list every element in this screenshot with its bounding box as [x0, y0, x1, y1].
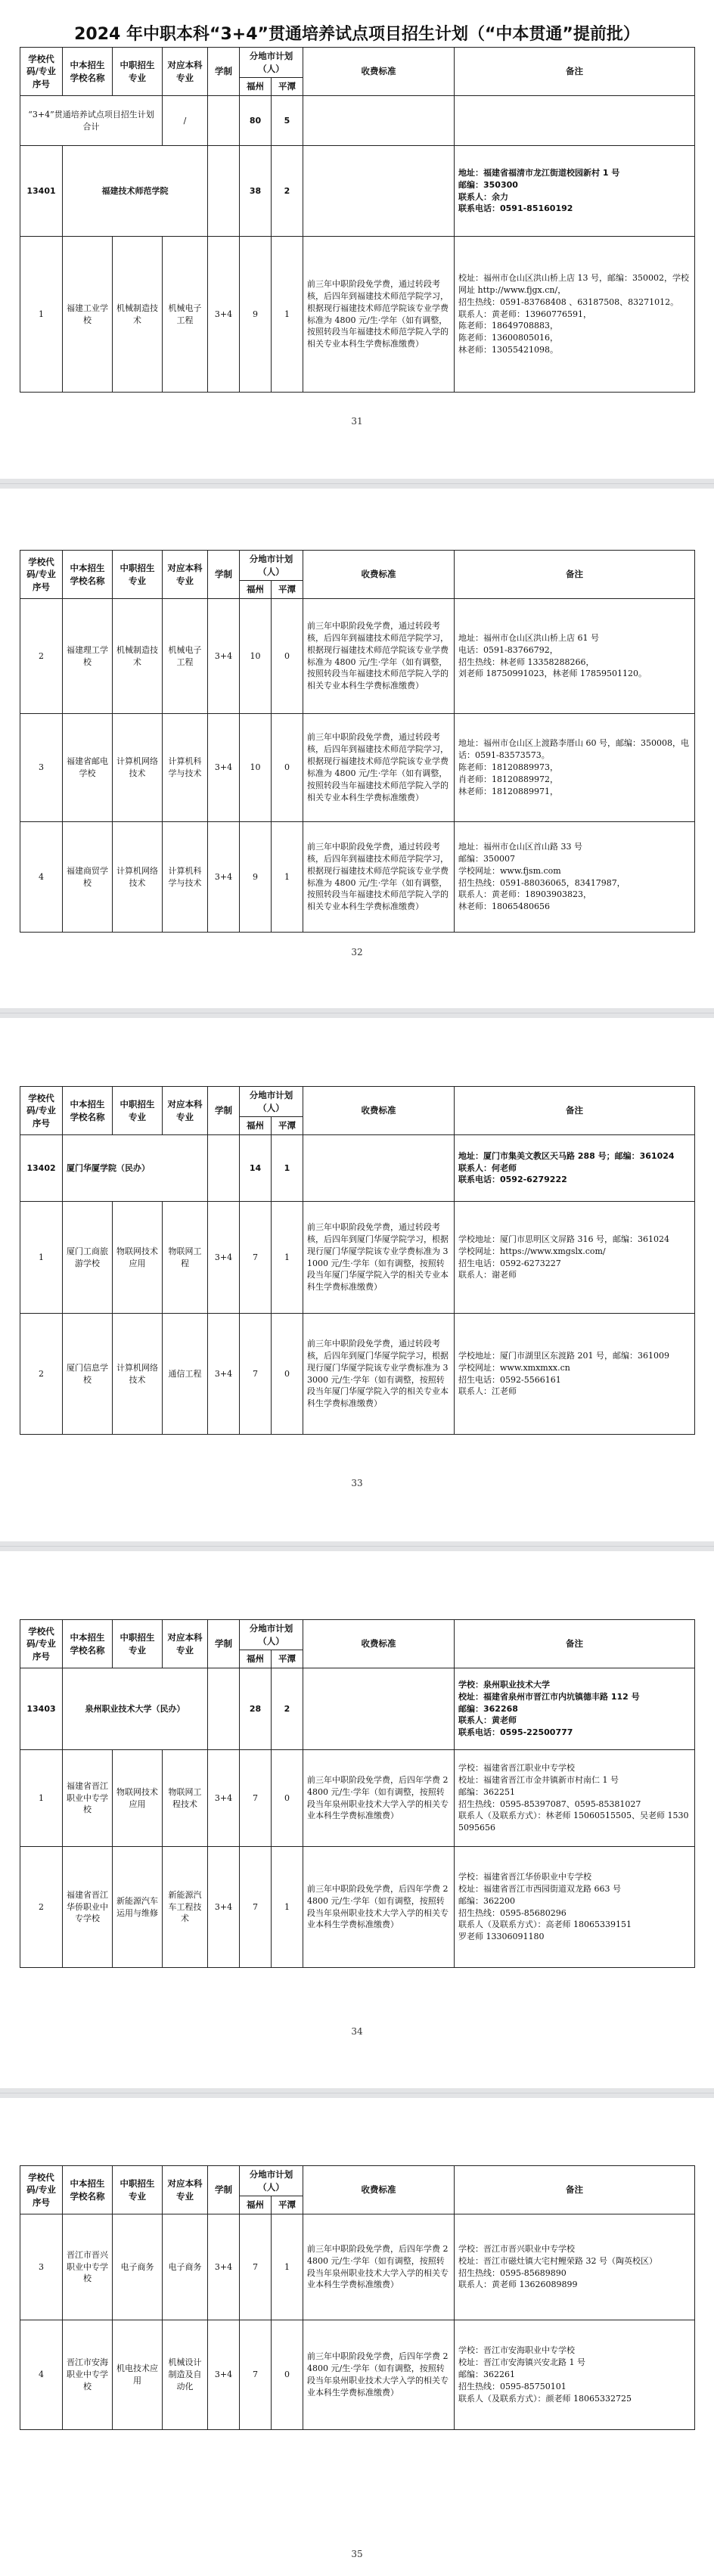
institution-name: 福建技术师范学院 — [63, 146, 208, 237]
row-fee: 前三年中职阶段免学费，通过转段考核，后四年到福建技术师范学院学习，根据现行福建技术师范学院该专业学费标准为 4800 元/生·学年（如有调整，按照转段当年福建技术师范学院入学的相关专业本科生学费标准缴费） — [303, 599, 455, 714]
header-major: 中职招生专业 — [113, 551, 163, 599]
header-plan: 分地市计划（人） — [240, 551, 303, 581]
institution-fuzhou: 14 — [240, 1135, 272, 1202]
page-number: 35 — [351, 2549, 363, 2559]
row-school: 福建省晋江华侨职业中专学校 — [63, 1847, 113, 1968]
row-pingtan: 0 — [272, 1750, 303, 1847]
row-target: 机械设计制造及自动化 — [163, 2320, 208, 2430]
table-row — [20, 1750, 695, 1847]
row-pingtan: 1 — [272, 822, 303, 933]
note-line: 罗老师 13306091180 — [458, 1932, 545, 1942]
institution-name: 厦门华厦学院（民办） — [63, 1135, 208, 1202]
note-line: 招生电话：0592-6273227 — [458, 1258, 561, 1268]
row-fuzhou: 7 — [240, 2320, 272, 2430]
institution-note — [455, 1135, 695, 1202]
row-system: 3+4 — [208, 1202, 240, 1314]
row-note — [455, 1847, 695, 1968]
row-note — [455, 822, 695, 933]
header-note: 备注 — [455, 2166, 695, 2214]
note-line: 招生热线：0595-85397087、0595-85381027 — [458, 1799, 641, 1809]
row-note — [455, 714, 695, 822]
note-line: 联系人：谢老师 — [458, 1270, 517, 1280]
note-line: 地址：福州市仓山区首山路 33 号 — [458, 841, 582, 852]
table-row — [20, 1314, 695, 1435]
row-note — [455, 599, 695, 714]
row-target: 物联网工程 — [163, 1202, 208, 1314]
row-fuzhou: 7 — [240, 2214, 272, 2320]
summary-row — [20, 96, 695, 146]
row-major: 计算机网络技术 — [113, 822, 163, 933]
note-line: 联系人：黄老师 — [458, 1715, 517, 1726]
row-system: 3+4 — [208, 2320, 240, 2430]
note-line: 学校网址：www.fjsm.com — [458, 865, 561, 876]
row-system: 3+4 — [208, 822, 240, 933]
note-line: 学校网址：https://www.xmgslx.com/ — [458, 1246, 606, 1256]
institution-note — [455, 146, 695, 237]
header-fuzhou: 福州 — [240, 2196, 272, 2214]
note-line: 校址：福建省晋江市金井镇新市村南仁 1 号 — [458, 1774, 619, 1785]
row-target: 机械电子工程 — [163, 599, 208, 714]
header-fuzhou: 福州 — [240, 1117, 272, 1135]
header-target: 对应本科专业 — [163, 1087, 208, 1135]
row-note — [455, 1314, 695, 1435]
row-school: 福建理工学校 — [63, 599, 113, 714]
header-plan: 分地市计划（人） — [240, 2166, 303, 2196]
row-major: 计算机网络技术 — [113, 1314, 163, 1435]
row-target: 计算机科学与技术 — [163, 714, 208, 822]
institution-code: 13402 — [20, 1135, 63, 1202]
note-line: 联系人：江老师 — [458, 1386, 517, 1397]
institution-code: 13401 — [20, 146, 63, 237]
row-major: 物联网技术应用 — [113, 1202, 163, 1314]
note-line: 邮编：362251 — [458, 1786, 515, 1797]
plan-table-page-34 — [20, 1619, 695, 1968]
page-title: 2024 年中职本科“3+4”贯通培养试点项目招生计划（“中本贯通”提前批） — [74, 25, 640, 44]
page-number: 31 — [351, 416, 363, 427]
table-row — [20, 2320, 695, 2430]
note-line: 地址：厦门市集美文教区天马路 288 号；邮编：361024 — [458, 1150, 675, 1161]
note-line: 联系人：黄老师：18903903823， — [458, 889, 591, 900]
row-pingtan: 1 — [272, 1847, 303, 1968]
row-school: 福建省邮电学校 — [63, 714, 113, 822]
row-note — [455, 237, 695, 393]
row-number: 2 — [20, 1314, 63, 1435]
row-school: 福建工业学校 — [63, 237, 113, 393]
note-line: 联系电话：0591-85160192 — [458, 203, 573, 214]
table-row — [20, 1202, 695, 1314]
row-school: 福建省晋江职业中专学校 — [63, 1750, 113, 1847]
row-fee: 前三年中职阶段免学费，后四年学费 24800 元/生·学年（如有调整，按照转段当年泉州职业技术大学入学的相关专业本科生学费标准缴费） — [303, 1750, 455, 1847]
row-system: 3+4 — [208, 2214, 240, 2320]
table-row — [20, 599, 695, 714]
header-system: 学制 — [208, 551, 240, 599]
row-target: 新能源汽车工程技术 — [163, 1847, 208, 1968]
row-major: 物联网技术应用 — [113, 1750, 163, 1847]
row-pingtan: 1 — [272, 1202, 303, 1314]
row-pingtan: 0 — [272, 599, 303, 714]
header-fuzhou: 福州 — [240, 581, 272, 599]
row-fuzhou: 7 — [240, 1750, 272, 1847]
header-code: 学校代码/专业序号 — [20, 48, 63, 96]
page-number: 34 — [351, 2026, 363, 2037]
row-school: 晋江市安海职业中专学校 — [63, 2320, 113, 2430]
table-row — [20, 237, 695, 393]
page-separator — [0, 2088, 714, 2098]
row-major: 电子商务 — [113, 2214, 163, 2320]
note-line: 联系人：何老师 — [458, 1162, 517, 1173]
row-fuzhou: 7 — [240, 1202, 272, 1314]
row-pingtan: 1 — [272, 2214, 303, 2320]
row-system: 3+4 — [208, 1314, 240, 1435]
row-number: 1 — [20, 237, 63, 393]
institution-code: 13403 — [20, 1668, 63, 1750]
note-line: 校址：福建省泉州市晋江市内坑镇德丰路 112 号 — [458, 1691, 640, 1702]
row-fuzhou: 9 — [240, 822, 272, 933]
header-major: 中职招生专业 — [113, 2166, 163, 2214]
note-line: 邮编：350300 — [458, 179, 518, 190]
row-fee: 前三年中职阶段免学费，后四年学费 24800 元/生·学年（如有调整，按照转段当年泉州职业技术大学入学的相关专业本科生学费标准缴费） — [303, 1847, 455, 1968]
note-line: 地址：福州市仓山区上渡路李厝山 60 号，邮编：350008，电话：0591-83573573。 — [458, 738, 689, 761]
header-pingtan: 平潭 — [272, 78, 303, 96]
row-number: 3 — [20, 714, 63, 822]
row-pingtan: 0 — [272, 2320, 303, 2430]
page-separator — [0, 1008, 714, 1018]
row-fee: 前三年中职阶段免学费，后四年学费 24800 元/生·学年（如有调整，按照转段当年泉州职业技术大学入学的相关专业本科生学费标准缴费） — [303, 2214, 455, 2320]
note-line: 邮编：362200 — [458, 1895, 515, 1906]
row-number: 4 — [20, 822, 63, 933]
note-line: 校址：晋江市安海镇兴安北路 1 号 — [458, 2357, 585, 2368]
institution-row — [20, 146, 695, 237]
note-line: 联系电话：0592-6279222 — [458, 1175, 567, 1185]
header-fee: 收费标准 — [303, 48, 455, 96]
row-number: 1 — [20, 1750, 63, 1847]
row-fee: 前三年中职阶段免学费，通过转段考核，后四年到厦门华厦学院学习，根据现行厦门华厦学院该专业学费标准为 33000 元/生·学年（如有调整，按照转段当年厦门华厦学院入学的相关专业本科生学费标准缴费） — [303, 1314, 455, 1435]
row-note — [455, 1202, 695, 1314]
row-system: 3+4 — [208, 1847, 240, 1968]
table-row — [20, 822, 695, 933]
header-school: 中本招生学校名称 — [63, 551, 113, 599]
header-school: 中本招生学校名称 — [63, 1620, 113, 1668]
row-major: 机械制造技术 — [113, 599, 163, 714]
row-fuzhou: 9 — [240, 237, 272, 393]
note-line: 刘老师 18750991023，林老师 17859501120。 — [458, 669, 647, 679]
note-line: 招生热线：0591-88036065，83417987， — [458, 877, 626, 888]
note-line: 邮编：362268 — [458, 1703, 518, 1714]
row-school: 晋江市晋兴职业中专学校 — [63, 2214, 113, 2320]
row-note — [455, 1750, 695, 1847]
institution-fuzhou: 28 — [240, 1668, 272, 1750]
table-row — [20, 714, 695, 822]
note-line: 联系人：黄老师：13960776591， — [458, 309, 591, 319]
note-line: 林老师：18065480656 — [458, 902, 550, 912]
header-fuzhou: 福州 — [240, 78, 272, 96]
note-line: 陈老师：13600805016， — [458, 333, 558, 343]
row-target: 通信工程 — [163, 1314, 208, 1435]
header-note: 备注 — [455, 1087, 695, 1135]
header-major: 中职招生专业 — [113, 48, 163, 96]
note-line: 陈老师：18120889973， — [458, 762, 558, 773]
header-fee: 收费标准 — [303, 1620, 455, 1668]
institution-row — [20, 1668, 695, 1750]
header-plan: 分地市计划（人） — [240, 1087, 303, 1117]
header-code: 学校代码/专业序号 — [20, 2166, 63, 2214]
header-note: 备注 — [455, 1620, 695, 1668]
note-line: 学校地址：厦门市湖里区东渡路 201 号，邮编：361009 — [458, 1350, 669, 1361]
header-school: 中本招生学校名称 — [63, 1087, 113, 1135]
row-target: 机械电子工程 — [163, 237, 208, 393]
row-fee: 前三年中职阶段免学费，通过转段考核，后四年到福建技术师范学院学习，根据现行福建技术师范学院该专业学费标准为 4800 元/生·学年（如有调整，按照转段当年福建技术师范学院入学的相关专业本科生学费标准缴费） — [303, 822, 455, 933]
note-line: 招生热线：0595-85750101 — [458, 2381, 567, 2391]
note-line: 陈老师：18649708883， — [458, 321, 558, 331]
institution-pingtan: 1 — [272, 1135, 303, 1202]
institution-note — [455, 1668, 695, 1750]
note-line: 邮编：362261 — [458, 2370, 515, 2380]
row-major: 机电技术应用 — [113, 2320, 163, 2430]
header-major: 中职招生专业 — [113, 1620, 163, 1668]
row-pingtan: 0 — [272, 714, 303, 822]
institution-fuzhou: 38 — [240, 146, 272, 237]
header-pingtan: 平潭 — [272, 1117, 303, 1135]
note-line: 学校地址：厦门市思明区文屏路 316 号，邮编：361024 — [458, 1234, 669, 1244]
page-number: 33 — [351, 1478, 363, 1488]
row-fuzhou: 7 — [240, 1847, 272, 1968]
row-fuzhou: 7 — [240, 1314, 272, 1435]
row-note — [455, 2214, 695, 2320]
note-line: 学校：福建省晋江职业中专学校 — [458, 1762, 575, 1773]
row-school: 厦门信息学校 — [63, 1314, 113, 1435]
note-line: 招生热线：林老师 13358288266， — [458, 656, 594, 667]
row-pingtan: 1 — [272, 237, 303, 393]
note-line: 学校：晋江市安海职业中专学校 — [458, 2345, 575, 2356]
header-pingtan: 平潭 — [272, 581, 303, 599]
row-number: 2 — [20, 1847, 63, 1968]
note-line: 联系人（及联系方式）：高老师 18065339151 — [458, 1920, 632, 1930]
header-plan: 分地市计划（人） — [240, 48, 303, 78]
header-school: 中本招生学校名称 — [63, 48, 113, 96]
page-number: 32 — [351, 947, 363, 957]
row-fee: 前三年中职阶段免学费，通过转段考核，后四年到福建技术师范学院学习，根据现行福建技术师范学院该专业学费标准为 4800 元/生·学年（如有调整，按照转段当年福建技术师范学院入学的相关专业本科生学费标准缴费） — [303, 237, 455, 393]
row-fuzhou: 10 — [240, 599, 272, 714]
row-target: 电子商务 — [163, 2214, 208, 2320]
note-line: 联系人（及联系方式）：林老师 15060515505、吴老师 15305095656 — [458, 1811, 689, 1833]
note-line: 联系人（及联系方式）：颜老师 18065332725 — [458, 2393, 632, 2404]
header-code: 学校代码/专业序号 — [20, 1087, 63, 1135]
header-fuzhou: 福州 — [240, 1650, 272, 1668]
header-school: 中本招生学校名称 — [63, 2166, 113, 2214]
note-line: 学校：泉州职业技术大学 — [458, 1679, 550, 1690]
row-number: 1 — [20, 1202, 63, 1314]
row-system: 3+4 — [208, 1750, 240, 1847]
header-target: 对应本科专业 — [163, 2166, 208, 2214]
table-row — [20, 1847, 695, 1968]
page-separator — [0, 1541, 714, 1551]
note-line: 联系人：黄老师 13626089899 — [458, 2280, 578, 2290]
note-line: 地址：福州市仓山区洪山桥上店 61 号 — [458, 632, 599, 643]
header-note: 备注 — [455, 551, 695, 599]
row-major: 新能源汽车运用与维修 — [113, 1847, 163, 1968]
note-line: 校址：福州市仓山区洪山桥上店 13 号，邮编：350002，学校网址 http://www.fjgx.cn/， — [458, 272, 689, 295]
summary-target: / — [163, 96, 208, 146]
table-row — [20, 2214, 695, 2320]
header-pingtan: 平潭 — [272, 2196, 303, 2214]
note-line: 联系人：余力 — [458, 191, 508, 202]
institution-row — [20, 1135, 695, 1202]
plan-table-page-31 — [20, 47, 695, 393]
row-number: 2 — [20, 599, 63, 714]
note-line: 招生电话：0592-5566161 — [458, 1374, 561, 1385]
note-line: 肖老师：18120889972， — [458, 774, 558, 784]
header-code: 学校代码/专业序号 — [20, 551, 63, 599]
note-line: 邮编：350007 — [458, 853, 515, 864]
note-line: 电话：0591-83766792， — [458, 644, 558, 655]
note-line: 招生热线：0595-85689890 — [458, 2267, 567, 2278]
header-fee: 收费标准 — [303, 551, 455, 599]
note-line: 校址：福建省晋江市西园街道双龙路 663 号 — [458, 1883, 621, 1894]
header-system: 学制 — [208, 2166, 240, 2214]
row-fee: 前三年中职阶段免学费，后四年学费 24800 元/生·学年（如有调整，按照转段当年泉州职业技术大学入学的相关专业本科生学费标准缴费） — [303, 2320, 455, 2430]
summary-fuzhou: 80 — [240, 96, 272, 146]
row-pingtan: 0 — [272, 1314, 303, 1435]
note-line: 地址：福建省福清市龙江街道校园新村 1 号 — [458, 167, 620, 178]
row-school: 福建商贸学校 — [63, 822, 113, 933]
header-target: 对应本科专业 — [163, 48, 208, 96]
plan-table-page-35 — [20, 2165, 695, 2430]
row-fuzhou: 10 — [240, 714, 272, 822]
row-number: 3 — [20, 2214, 63, 2320]
header-target: 对应本科专业 — [163, 551, 208, 599]
note-line: 学校：福建省晋江华侨职业中专学校 — [458, 1871, 591, 1882]
plan-table-page-33 — [20, 1086, 695, 1435]
plan-table-page-32 — [20, 550, 695, 933]
header-fee: 收费标准 — [303, 1087, 455, 1135]
institution-name: 泉州职业技术大学（民办） — [63, 1668, 208, 1750]
note-line: 招生热线：0595-85680296 — [458, 1907, 567, 1918]
header-system: 学制 — [208, 48, 240, 96]
header-fee: 收费标准 — [303, 2166, 455, 2214]
row-target: 计算机科学与技术 — [163, 822, 208, 933]
row-fee: 前三年中职阶段免学费，通过转段考核，后四年到福建技术师范学院学习，根据现行福建技术师范学院该专业学费标准为 4800 元/生·学年（如有调整，按照转段当年福建技术师范学院入学的相关专业本科生学费标准缴费） — [303, 714, 455, 822]
institution-pingtan: 2 — [272, 1668, 303, 1750]
header-system: 学制 — [208, 1620, 240, 1668]
row-system: 3+4 — [208, 599, 240, 714]
row-major: 计算机网络技术 — [113, 714, 163, 822]
page-separator — [0, 479, 714, 489]
row-school: 厦门工商旅游学校 — [63, 1202, 113, 1314]
summary-label: “3+4”贯通培养试点项目招生计划合计 — [20, 96, 163, 146]
header-note: 备注 — [455, 48, 695, 96]
header-plan: 分地市计划（人） — [240, 1620, 303, 1650]
header-code: 学校代码/专业序号 — [20, 1620, 63, 1668]
row-system: 3+4 — [208, 714, 240, 822]
note-line: 招生热线：0591-83768408 、63187508、83271012。 — [458, 296, 679, 307]
row-fee: 前三年中职阶段免学费，通过转段考核，后四年到厦门华厦学院学习，根据现行厦门华厦学院该专业学费标准为 31000 元/生·学年（如有调整，按照转段当年厦门华厦学院入学的相关专业本科生学费标准缴费） — [303, 1202, 455, 1314]
row-number: 4 — [20, 2320, 63, 2430]
institution-pingtan: 2 — [272, 146, 303, 237]
summary-pingtan: 5 — [272, 96, 303, 146]
note-line: 林老师：18120889971， — [458, 786, 558, 796]
row-note — [455, 2320, 695, 2430]
note-line: 联系电话：0595-22500777 — [458, 1727, 573, 1738]
note-line: 学校：晋江市晋兴职业中专学校 — [458, 2243, 575, 2254]
header-pingtan: 平潭 — [272, 1650, 303, 1668]
note-line: 校址：晋江市磁灶镇大宅村鲤荣路 32 号（陶英校区） — [458, 2255, 657, 2266]
note-line: 学校网址：www.xmxmxx.cn — [458, 1362, 570, 1373]
row-system: 3+4 — [208, 237, 240, 393]
header-target: 对应本科专业 — [163, 1620, 208, 1668]
row-target: 物联网工程技术 — [163, 1750, 208, 1847]
header-major: 中职招生专业 — [113, 1087, 163, 1135]
header-system: 学制 — [208, 1087, 240, 1135]
note-line: 林老师：13055421098。 — [458, 345, 558, 355]
row-major: 机械制造技术 — [113, 237, 163, 393]
